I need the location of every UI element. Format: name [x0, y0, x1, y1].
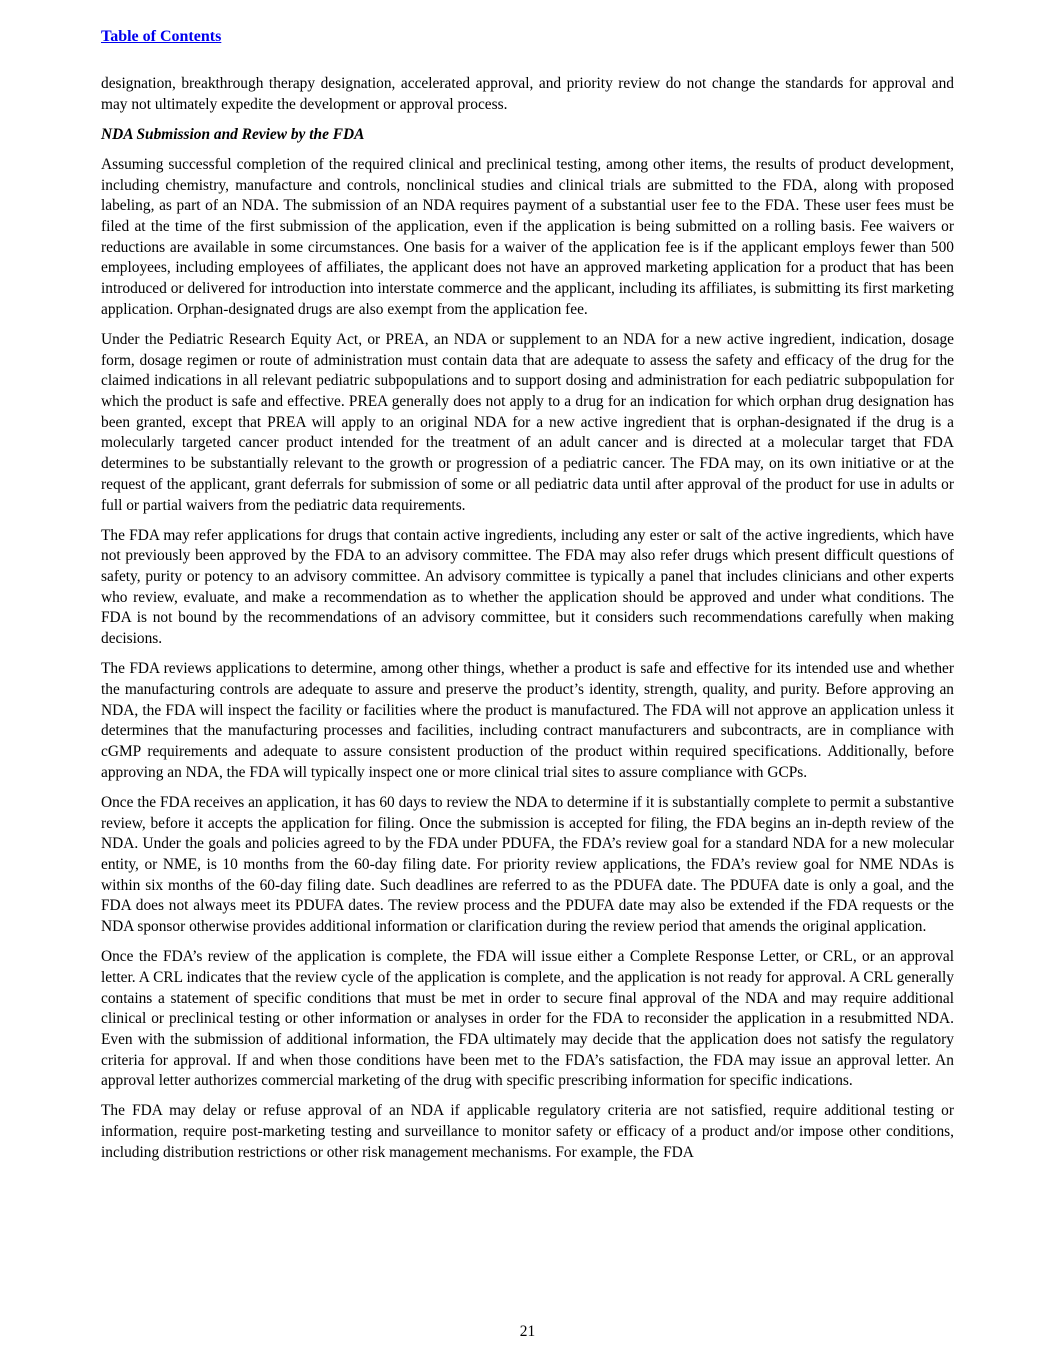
document-body: [101, 74, 954, 1173]
paragraph-designation-continued: designation, breakthrough therapy designation, accelerated approval, and priority review do not change the standards for approval and may not ultimately expedite the development or approval process.: [101, 75, 954, 113]
table-of-contents-link[interactable]: Table of Contents: [101, 28, 222, 45]
paragraph-nda-submission: Assuming successful completion of the required clinical and preclinical testing, among other items, the results of product development, including chemistry, manufacture and controls, nonclinical studies and clinical trials are submitted to the FDA, along with proposed labeling, as part of an NDA. The submission of an NDA requires payment of a substantial user fee to the FDA. These user fees must be filed at the time of the first submission of the application, even if the application is being submitted on a rolling basis. Fee waivers or reductions are available in some circumstances. One basis for a waiver of the application fee is if the applicant employs fewer than 500 employees, including employees of affiliates, the applicant does not have an approved marketing application for a product that has been introduced or delivered for introduction into interstate commerce and the applicant, including its affiliates, is submitting its first marketing application. Orphan-designated drugs are also exempt from the application fee.: [101, 155, 954, 318]
paragraph-crl: Once the FDA’s review of the application is complete, the FDA will issue either a Complete Response Letter, or CRL, or an approval letter. A CRL indicates that the review cycle of the application is complete, and the application is not ready for approval. A CRL generally contains a statement of specific conditions that must be met in order to secure final approval of the NDA and may require additional clinical or preclinical testing or other information or analyses in order for the FDA to reconsider the application in a resubmitted NDA. Even with the submission of additional information, the FDA ultimately may decide that the application does not satisfy the regulatory criteria for approval. If and when those conditions have been met to the FDA’s satisfaction, the FDA may issue an approval letter. An approval letter authorizes commercial marketing of the drug with specific prescribing information for specific indications.: [101, 948, 954, 1090]
section-heading-nda-submission: NDA Submission and Review by the FDA: [101, 125, 365, 143]
paragraph-prea: Under the Pediatric Research Equity Act, or PREA, an NDA or supplement to an NDA for a new active ingredient, indication, dosage form, dosage regimen or route of administration must contain data that are adequate to assess the safety and efficacy of the drug for the claimed indications in all relevant pediatric subpopulations and to support dosing and administration for each pediatric subpopulation for which the product is safe and effective. PREA generally does not apply to a drug for an indication for which orphan drug designation has been granted, except that PREA will apply to an original NDA for a new active ingredient that is orphan-designated if the drug is a molecularly targeted cancer product intended for the treatment of an adult cancer and is directed at a molecular target that FDA determines to be substantially relevant to the growth or progression of a pediatric cancer. The FDA may, on its own initiative or at the request of the applicant, grant deferrals for submission of some or all pediatric data until after approval of the product for use in adults or full or partial waivers from the pediatric data requirements.: [101, 330, 954, 514]
page-number: 21: [519, 1323, 536, 1340]
paragraph-fda-review: The FDA reviews applications to determine, among other things, whether a product is safe and effective for its intended use and whether the manufacturing controls are adequate to assure and preserve the product’s identity, strength, quality, and purity. Before approving an NDA, the FDA will inspect the facility or facilities where the product is manufactured. The FDA will not approve an application unless it determines that the manufacturing processes and facilities, including contract manufacturers and subcontracts, are in compliance with cGMP requirements and adequate to assure consistent production of the product within required specifications. Additionally, before approving an NDA, the FDA will typically inspect one or more clinical trial sites to assure compliance with GCPs.: [101, 660, 954, 781]
paragraph-advisory-committee: The FDA may refer applications for drugs that contain active ingredients, including any ester or salt of the active ingredients, which have not previously been approved by the FDA to an advisory committee. The FDA may also refer drugs which present difficult questions of safety, purity or potency to an advisory committee. An advisory committee is typically a panel that includes clinicians and other experts who review, evaluate, and make a recommendation as to whether the application should be approved and under what conditions. The FDA is not bound by the recommendations of an advisory committee, but it considers such recommendations carefully when making decisions.: [101, 526, 954, 648]
paragraph-delay-refuse: The FDA may delay or refuse approval of an NDA if applicable regulatory criteria are not satisfied, require additional testing or information, require post-marketing testing and surveillance to monitor safety or efficacy of a product and/or impose other conditions, including distribution restrictions or other risk management mechanisms. For example, the FDA: [101, 1102, 954, 1161]
paragraph-pdufa: Once the FDA receives an application, it has 60 days to review the NDA to determine if it is substantially complete to permit a substantive review, before it accepts the application for filing. Once the submission is accepted for filing, the FDA begins an in-depth review of the NDA. Under the goals and policies agreed to by the FDA under PDUFA, the FDA’s review goal for a standard NDA for a new molecular entity, or NME, is 10 months from the 60-day filing date. For priority review applications, the FDA’s review goal for NME NDAs is within six months of the 60-day filing date. Such deadlines are referred to as the PDUFA date. The PDUFA date is only a goal, and the FDA does not always meet its PDUFA dates. The review process and the PDUFA date may also be extended if the FDA requests or the NDA sponsor otherwise provides additional information or clarification during the review period that amends the original application.: [101, 793, 954, 936]
